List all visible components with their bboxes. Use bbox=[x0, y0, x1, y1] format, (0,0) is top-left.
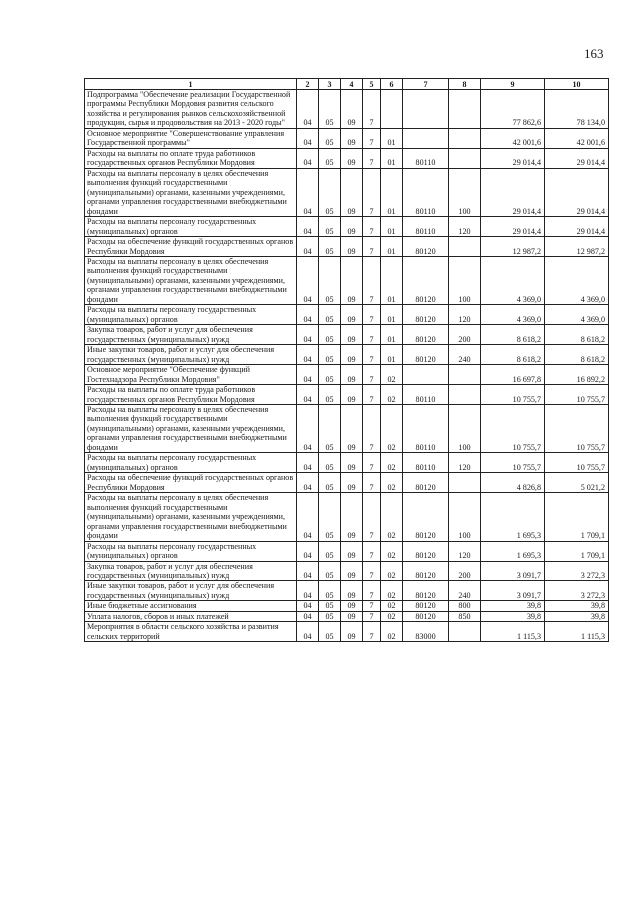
amount-col9-cell: 42 001,6 bbox=[481, 128, 545, 148]
column-header: 9 bbox=[481, 79, 545, 90]
amount-col9-cell: 3 091,7 bbox=[481, 561, 545, 581]
direction-code-cell: 80110 bbox=[403, 217, 449, 237]
amount-col10-cell: 8 618,2 bbox=[545, 345, 609, 365]
amount-col9-cell: 29 014,4 bbox=[481, 168, 545, 216]
program-code-cell: 09 bbox=[341, 453, 363, 473]
table-row bbox=[85, 168, 609, 216]
subsection-code-cell: 05 bbox=[319, 385, 341, 405]
subprogram-code-cell: 7 bbox=[363, 256, 381, 304]
table-row bbox=[85, 405, 609, 453]
direction-code-cell: 80120 bbox=[403, 581, 449, 601]
row-name-cell: Уплата налогов, сборов и иных платежей bbox=[85, 611, 297, 621]
program-code-cell: 09 bbox=[341, 581, 363, 601]
subprogram-code-cell: 7 bbox=[363, 385, 381, 405]
subprogram-code-cell: 7 bbox=[363, 473, 381, 493]
amount-col9-cell: 12 987,2 bbox=[481, 237, 545, 257]
amount-col9-cell: 1 695,3 bbox=[481, 493, 545, 541]
table-row bbox=[85, 601, 609, 611]
program-code-cell: 09 bbox=[341, 365, 363, 385]
row-name-cell: Расходы на выплаты персоналу государственных (муниципальных) органов bbox=[85, 217, 297, 237]
subsection-code-cell: 05 bbox=[319, 561, 341, 581]
subsection-code-cell: 05 bbox=[319, 237, 341, 257]
amount-col10-cell: 10 755,7 bbox=[545, 385, 609, 405]
column-header: 5 bbox=[363, 79, 381, 90]
expense-type-cell bbox=[449, 90, 481, 129]
direction-code-cell: 80110 bbox=[403, 385, 449, 405]
subsection-code-cell: 05 bbox=[319, 128, 341, 148]
column-header: 6 bbox=[381, 79, 403, 90]
direction-code-cell: 80110 bbox=[403, 168, 449, 216]
program-code-cell: 09 bbox=[341, 237, 363, 257]
subprogram-code-cell: 7 bbox=[363, 237, 381, 257]
amount-col10-cell: 1 709,1 bbox=[545, 541, 609, 561]
activity-code-cell: 01 bbox=[381, 325, 403, 345]
amount-col9-cell: 10 755,7 bbox=[481, 385, 545, 405]
section-code-cell: 04 bbox=[297, 90, 319, 129]
subprogram-code-cell: 7 bbox=[363, 581, 381, 601]
row-name-cell: Расходы на обеспечение функций государственных органов Республики Мордовия bbox=[85, 237, 297, 257]
expense-type-cell: 200 bbox=[449, 561, 481, 581]
subprogram-code-cell: 7 bbox=[363, 345, 381, 365]
row-name-cell: Расходы на выплаты персоналу в целях обеспечения выполнения функций государственными (муниципальными) органами, казенными учреждениями, органами управления государственными внебюджетными фондами bbox=[85, 256, 297, 304]
amount-col10-cell: 3 272,3 bbox=[545, 581, 609, 601]
budget-table bbox=[84, 78, 609, 642]
table-row bbox=[85, 217, 609, 237]
row-name-cell: Расходы на выплаты персоналу в целях обеспечения выполнения функций государственными (муниципальными) органами, казенными учреждениями, органами управления государственными внебюджетными фондами bbox=[85, 168, 297, 216]
subsection-code-cell: 05 bbox=[319, 365, 341, 385]
direction-code-cell: 80110 bbox=[403, 148, 449, 168]
expense-type-cell: 120 bbox=[449, 541, 481, 561]
expense-type-cell: 100 bbox=[449, 405, 481, 453]
subprogram-code-cell: 7 bbox=[363, 601, 381, 611]
row-name-cell: Иные закупки товаров, работ и услуг для обеспечения государственных (муниципальных) нужд bbox=[85, 581, 297, 601]
subprogram-code-cell: 7 bbox=[363, 493, 381, 541]
column-header: 1 bbox=[85, 79, 297, 90]
table-row bbox=[85, 561, 609, 581]
activity-code-cell: 02 bbox=[381, 493, 403, 541]
activity-code-cell: 01 bbox=[381, 148, 403, 168]
amount-col9-cell: 8 618,2 bbox=[481, 345, 545, 365]
amount-col10-cell: 29 014,4 bbox=[545, 148, 609, 168]
amount-col10-cell: 8 618,2 bbox=[545, 325, 609, 345]
expense-type-cell: 100 bbox=[449, 493, 481, 541]
amount-col9-cell: 3 091,7 bbox=[481, 581, 545, 601]
section-code-cell: 04 bbox=[297, 611, 319, 621]
subprogram-code-cell: 7 bbox=[363, 305, 381, 325]
program-code-cell: 09 bbox=[341, 473, 363, 493]
amount-col9-cell: 77 862,6 bbox=[481, 90, 545, 129]
expense-type-cell: 120 bbox=[449, 453, 481, 473]
subprogram-code-cell: 7 bbox=[363, 90, 381, 129]
amount-col9-cell: 29 014,4 bbox=[481, 148, 545, 168]
section-code-cell: 04 bbox=[297, 168, 319, 216]
section-code-cell: 04 bbox=[297, 622, 319, 642]
row-name-cell: Иные закупки товаров, работ и услуг для обеспечения государственных (муниципальных) нужд bbox=[85, 345, 297, 365]
row-name-cell: Расходы на обеспечение функций государственных органов Республики Мордовия bbox=[85, 473, 297, 493]
subprogram-code-cell: 7 bbox=[363, 168, 381, 216]
table-row bbox=[85, 581, 609, 601]
direction-code-cell: 80110 bbox=[403, 405, 449, 453]
direction-code-cell: 80120 bbox=[403, 493, 449, 541]
subsection-code-cell: 05 bbox=[319, 325, 341, 345]
activity-code-cell bbox=[381, 90, 403, 129]
table-row bbox=[85, 453, 609, 473]
activity-code-cell: 02 bbox=[381, 581, 403, 601]
direction-code-cell: 80120 bbox=[403, 601, 449, 611]
direction-code-cell: 83000 bbox=[403, 622, 449, 642]
column-header: 3 bbox=[319, 79, 341, 90]
table-row bbox=[85, 325, 609, 345]
direction-code-cell: 80120 bbox=[403, 541, 449, 561]
row-name-cell: Расходы на выплаты по оплате труда работников государственных органов Республики Мордовия bbox=[85, 148, 297, 168]
expense-type-cell bbox=[449, 622, 481, 642]
amount-col9-cell: 10 755,7 bbox=[481, 453, 545, 473]
program-code-cell: 09 bbox=[341, 325, 363, 345]
expense-type-cell: 800 bbox=[449, 601, 481, 611]
table-row bbox=[85, 622, 609, 642]
expense-type-cell bbox=[449, 148, 481, 168]
row-name-cell: Расходы на выплаты персоналу государственных (муниципальных) органов bbox=[85, 305, 297, 325]
direction-code-cell: 80120 bbox=[403, 305, 449, 325]
program-code-cell: 09 bbox=[341, 601, 363, 611]
amount-col10-cell: 12 987,2 bbox=[545, 237, 609, 257]
activity-code-cell: 01 bbox=[381, 217, 403, 237]
amount-col10-cell: 4 369,0 bbox=[545, 305, 609, 325]
amount-col10-cell: 39,8 bbox=[545, 601, 609, 611]
subprogram-code-cell: 7 bbox=[363, 325, 381, 345]
section-code-cell: 04 bbox=[297, 581, 319, 601]
section-code-cell: 04 bbox=[297, 601, 319, 611]
program-code-cell: 09 bbox=[341, 541, 363, 561]
activity-code-cell: 02 bbox=[381, 622, 403, 642]
table-row bbox=[85, 473, 609, 493]
amount-col10-cell: 29 014,4 bbox=[545, 168, 609, 216]
subprogram-code-cell: 7 bbox=[363, 405, 381, 453]
table-row bbox=[85, 90, 609, 129]
activity-code-cell: 02 bbox=[381, 541, 403, 561]
amount-col9-cell: 4 826,8 bbox=[481, 473, 545, 493]
expense-type-cell: 120 bbox=[449, 305, 481, 325]
section-code-cell: 04 bbox=[297, 385, 319, 405]
subprogram-code-cell: 7 bbox=[363, 622, 381, 642]
row-name-cell: Закупка товаров, работ и услуг для обеспечения государственных (муниципальных) нужд bbox=[85, 561, 297, 581]
direction-code-cell: 80120 bbox=[403, 473, 449, 493]
subsection-code-cell: 05 bbox=[319, 622, 341, 642]
activity-code-cell: 02 bbox=[381, 611, 403, 621]
program-code-cell: 09 bbox=[341, 168, 363, 216]
amount-col10-cell: 39,8 bbox=[545, 611, 609, 621]
table-row bbox=[85, 541, 609, 561]
section-code-cell: 04 bbox=[297, 128, 319, 148]
program-code-cell: 09 bbox=[341, 561, 363, 581]
table-row bbox=[85, 611, 609, 621]
expense-type-cell: 120 bbox=[449, 217, 481, 237]
program-code-cell: 09 bbox=[341, 405, 363, 453]
amount-col10-cell: 4 369,0 bbox=[545, 256, 609, 304]
amount-col10-cell: 3 272,3 bbox=[545, 561, 609, 581]
section-code-cell: 04 bbox=[297, 305, 319, 325]
table-row bbox=[85, 345, 609, 365]
subsection-code-cell: 05 bbox=[319, 256, 341, 304]
subprogram-code-cell: 7 bbox=[363, 365, 381, 385]
section-code-cell: 04 bbox=[297, 365, 319, 385]
section-code-cell: 04 bbox=[297, 325, 319, 345]
amount-col9-cell: 8 618,2 bbox=[481, 325, 545, 345]
section-code-cell: 04 bbox=[297, 541, 319, 561]
amount-col10-cell: 5 021,2 bbox=[545, 473, 609, 493]
activity-code-cell: 02 bbox=[381, 473, 403, 493]
direction-code-cell bbox=[403, 90, 449, 129]
direction-code-cell: 80120 bbox=[403, 561, 449, 581]
amount-col10-cell: 42 001,6 bbox=[545, 128, 609, 148]
row-name-cell: Мероприятия в области сельского хозяйства и развития сельских территорий bbox=[85, 622, 297, 642]
activity-code-cell: 01 bbox=[381, 305, 403, 325]
amount-col10-cell: 29 014,4 bbox=[545, 217, 609, 237]
amount-col9-cell: 16 697,8 bbox=[481, 365, 545, 385]
row-name-cell: Закупка товаров, работ и услуг для обеспечения государственных (муниципальных) нужд bbox=[85, 325, 297, 345]
subprogram-code-cell: 7 bbox=[363, 217, 381, 237]
program-code-cell: 09 bbox=[341, 90, 363, 129]
page-number: 163 bbox=[584, 46, 604, 61]
direction-code-cell: 80120 bbox=[403, 256, 449, 304]
subsection-code-cell: 05 bbox=[319, 611, 341, 621]
expense-type-cell bbox=[449, 365, 481, 385]
table-row bbox=[85, 385, 609, 405]
subprogram-code-cell: 7 bbox=[363, 148, 381, 168]
activity-code-cell: 02 bbox=[381, 601, 403, 611]
program-code-cell: 09 bbox=[341, 345, 363, 365]
amount-col10-cell: 10 755,7 bbox=[545, 405, 609, 453]
amount-col10-cell: 1 709,1 bbox=[545, 493, 609, 541]
section-code-cell: 04 bbox=[297, 453, 319, 473]
amount-col9-cell: 39,8 bbox=[481, 601, 545, 611]
column-header: 2 bbox=[297, 79, 319, 90]
table-row bbox=[85, 128, 609, 148]
row-name-cell: Расходы на выплаты персоналу в целях обеспечения выполнения функций государственными (муниципальными) органами, казенными учреждениями, органами управления государственными внебюджетными фондами bbox=[85, 405, 297, 453]
section-code-cell: 04 bbox=[297, 493, 319, 541]
direction-code-cell: 80120 bbox=[403, 345, 449, 365]
program-code-cell: 09 bbox=[341, 611, 363, 621]
row-name-cell: Основное мероприятие "Совершенствование управления Государственной программы" bbox=[85, 128, 297, 148]
table-row bbox=[85, 256, 609, 304]
table-row bbox=[85, 148, 609, 168]
expense-type-cell: 100 bbox=[449, 256, 481, 304]
section-code-cell: 04 bbox=[297, 345, 319, 365]
program-code-cell: 09 bbox=[341, 305, 363, 325]
table-row bbox=[85, 493, 609, 541]
activity-code-cell: 01 bbox=[381, 128, 403, 148]
amount-col10-cell: 16 892,2 bbox=[545, 365, 609, 385]
subsection-code-cell: 05 bbox=[319, 601, 341, 611]
subprogram-code-cell: 7 bbox=[363, 128, 381, 148]
direction-code-cell: 80120 bbox=[403, 237, 449, 257]
table-row bbox=[85, 365, 609, 385]
program-code-cell: 09 bbox=[341, 493, 363, 541]
expense-type-cell: 240 bbox=[449, 581, 481, 601]
subsection-code-cell: 05 bbox=[319, 493, 341, 541]
amount-col10-cell: 10 755,7 bbox=[545, 453, 609, 473]
amount-col9-cell: 10 755,7 bbox=[481, 405, 545, 453]
activity-code-cell: 02 bbox=[381, 561, 403, 581]
direction-code-cell: 80120 bbox=[403, 611, 449, 621]
column-header: 7 bbox=[403, 79, 449, 90]
amount-col9-cell: 29 014,4 bbox=[481, 217, 545, 237]
row-name-cell: Расходы на выплаты персоналу государственных (муниципальных) органов bbox=[85, 541, 297, 561]
activity-code-cell: 01 bbox=[381, 256, 403, 304]
expense-type-cell: 100 bbox=[449, 168, 481, 216]
subsection-code-cell: 05 bbox=[319, 581, 341, 601]
expense-type-cell bbox=[449, 237, 481, 257]
subsection-code-cell: 05 bbox=[319, 148, 341, 168]
expense-type-cell bbox=[449, 128, 481, 148]
activity-code-cell: 02 bbox=[381, 385, 403, 405]
program-code-cell: 09 bbox=[341, 622, 363, 642]
activity-code-cell: 02 bbox=[381, 405, 403, 453]
subsection-code-cell: 05 bbox=[319, 217, 341, 237]
section-code-cell: 04 bbox=[297, 237, 319, 257]
program-code-cell: 09 bbox=[341, 256, 363, 304]
row-name-cell: Основное мероприятие "Обеспечение функций Гостехнадзора Республики Мордовия" bbox=[85, 365, 297, 385]
subprogram-code-cell: 7 bbox=[363, 453, 381, 473]
table-body bbox=[85, 90, 609, 642]
expense-type-cell: 240 bbox=[449, 345, 481, 365]
subprogram-code-cell: 7 bbox=[363, 541, 381, 561]
section-code-cell: 04 bbox=[297, 256, 319, 304]
direction-code-cell: 80120 bbox=[403, 325, 449, 345]
table-row bbox=[85, 305, 609, 325]
amount-col9-cell: 4 369,0 bbox=[481, 256, 545, 304]
row-name-cell: Расходы на выплаты персоналу государственных (муниципальных) органов bbox=[85, 453, 297, 473]
table-header-row bbox=[85, 79, 609, 90]
amount-col10-cell: 78 134,0 bbox=[545, 90, 609, 129]
direction-code-cell: 80110 bbox=[403, 453, 449, 473]
subsection-code-cell: 05 bbox=[319, 453, 341, 473]
expense-type-cell bbox=[449, 385, 481, 405]
column-header: 4 bbox=[341, 79, 363, 90]
row-name-cell: Расходы на выплаты персоналу в целях обеспечения выполнения функций государственными (муниципальными) органами, казенными учреждениями, органами управления государственными внебюджетными фондами bbox=[85, 493, 297, 541]
subprogram-code-cell: 7 bbox=[363, 611, 381, 621]
program-code-cell: 09 bbox=[341, 128, 363, 148]
subsection-code-cell: 05 bbox=[319, 345, 341, 365]
section-code-cell: 04 bbox=[297, 148, 319, 168]
program-code-cell: 09 bbox=[341, 148, 363, 168]
row-name-cell: Иные бюджетные ассигнования bbox=[85, 601, 297, 611]
amount-col9-cell: 4 369,0 bbox=[481, 305, 545, 325]
amount-col9-cell: 39,8 bbox=[481, 611, 545, 621]
program-code-cell: 09 bbox=[341, 385, 363, 405]
subsection-code-cell: 05 bbox=[319, 168, 341, 216]
activity-code-cell: 02 bbox=[381, 365, 403, 385]
activity-code-cell: 01 bbox=[381, 237, 403, 257]
expense-type-cell: 200 bbox=[449, 325, 481, 345]
direction-code-cell bbox=[403, 365, 449, 385]
expense-type-cell bbox=[449, 473, 481, 493]
activity-code-cell: 01 bbox=[381, 345, 403, 365]
subsection-code-cell: 05 bbox=[319, 305, 341, 325]
subsection-code-cell: 05 bbox=[319, 541, 341, 561]
amount-col9-cell: 1 115,3 bbox=[481, 622, 545, 642]
subprogram-code-cell: 7 bbox=[363, 561, 381, 581]
subsection-code-cell: 05 bbox=[319, 90, 341, 129]
activity-code-cell: 02 bbox=[381, 453, 403, 473]
amount-col10-cell: 1 115,3 bbox=[545, 622, 609, 642]
section-code-cell: 04 bbox=[297, 473, 319, 493]
activity-code-cell: 01 bbox=[381, 168, 403, 216]
section-code-cell: 04 bbox=[297, 561, 319, 581]
row-name-cell: Расходы на выплаты по оплате труда работников государственных органов Республики Мордовия bbox=[85, 385, 297, 405]
subsection-code-cell: 05 bbox=[319, 473, 341, 493]
column-header: 8 bbox=[449, 79, 481, 90]
subsection-code-cell: 05 bbox=[319, 405, 341, 453]
program-code-cell: 09 bbox=[341, 217, 363, 237]
section-code-cell: 04 bbox=[297, 405, 319, 453]
column-header: 10 bbox=[545, 79, 609, 90]
amount-col9-cell: 1 695,3 bbox=[481, 541, 545, 561]
direction-code-cell bbox=[403, 128, 449, 148]
row-name-cell: Подпрограмма "Обеспечение реализации Государственной программы Республики Мордовия развития сельского хозяйства и регулирования рынков сельскохозяйственной продукции, сырья и продовольствия на 2013 - 2020 годы" bbox=[85, 90, 297, 129]
table-row bbox=[85, 237, 609, 257]
section-code-cell: 04 bbox=[297, 217, 319, 237]
expense-type-cell: 850 bbox=[449, 611, 481, 621]
